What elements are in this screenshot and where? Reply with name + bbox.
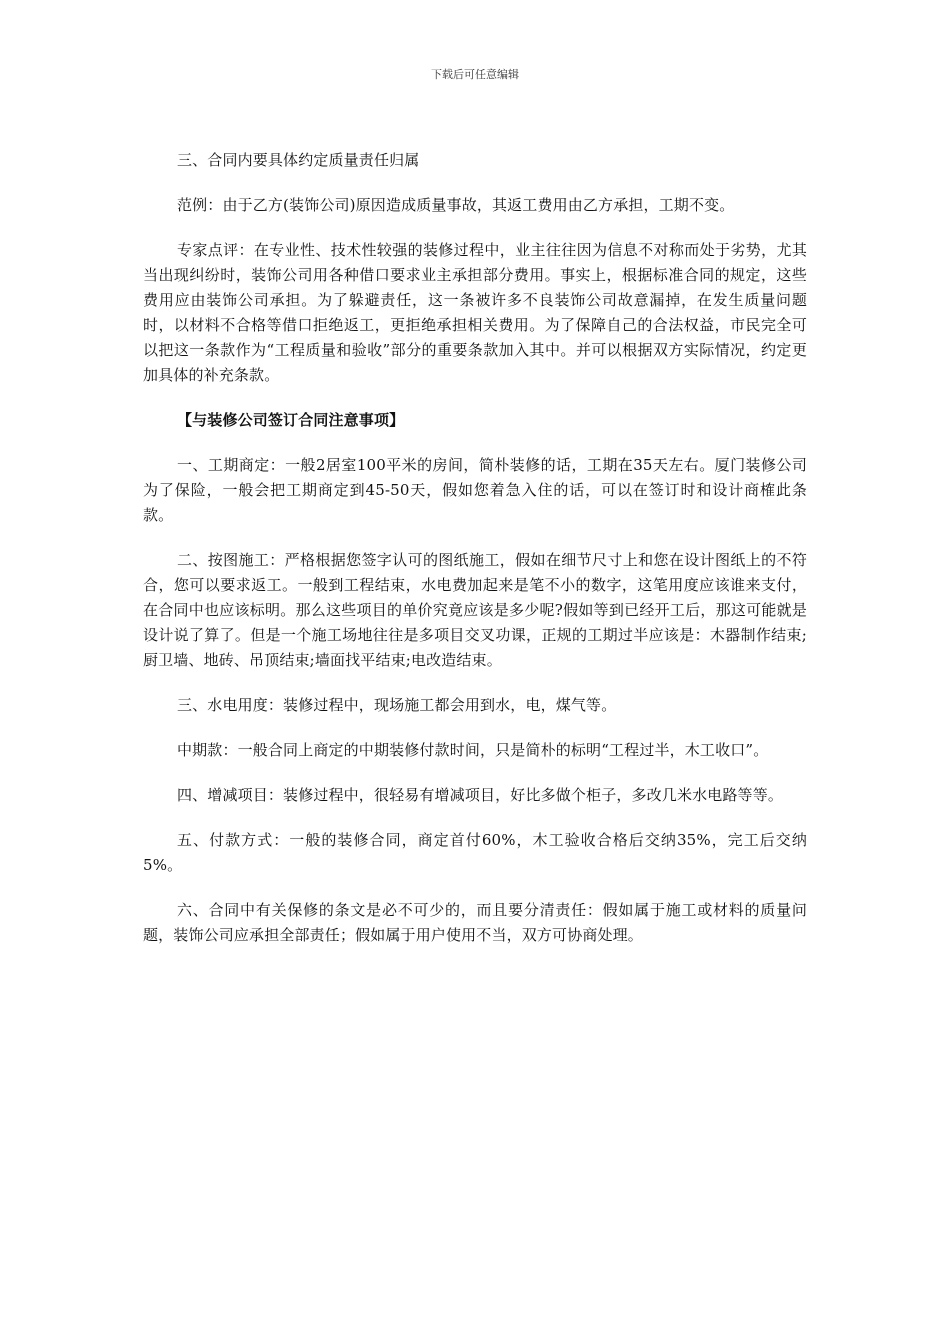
document-body: [143, 148, 807, 948]
section-heading-quality-responsibility: 三、合同内要具体约定质量责任归属: [177, 151, 420, 169]
utilities-paragraph: 三、水电用度：装修过程中，现场施工都会用到水，电，煤气等。: [177, 696, 617, 714]
page-header: 下载后可任意编辑: [431, 68, 519, 81]
mid-payment-paragraph: 中期款：一般合同上商定的中期装修付款时间，只是简朴的标明“工程过半，木工收口”。: [177, 741, 769, 759]
example-paragraph: 范例：由于乙方(装饰公司)原因造成质量事故，其返工费用由乙方承担，工期不变。: [177, 196, 735, 214]
drawing-construction-paragraph: 二、按图施工：严格根据您签字认可的图纸施工，假如在细节尺寸上和您在设计图纸上的不符合，您可以要求返工。一般到工程结束，水电费加起来是笔不小的数字，这笔用度应该谁来支付，在合同中也应该标明。那么这些项目的单价究竟应该是多少呢?假如等到已经开工后，那这可能就是设计说了算了。但是一个施工场地往往是多项目交叉功课，正规的工期过半应该是：木器制作结束;厨卫墙、地砖、吊顶结束;墙面找平结束;电改造结束。: [143, 551, 807, 669]
expert-comment-paragraph: 专家点评：在专业性、技术性较强的装修过程中，业主往往因为信息不对称而处于劣势，尤其当出现纠纷时，装饰公司用各种借口要求业主承担部分费用。事实上，根据标准合同的规定，这些费用应由装饰公司承担。为了躲避责任，这一条被许多不良装饰公司故意漏掉，在发生质量问题时，以材料不合格等借口拒绝返工，更拒绝承担相关费用。为了保障自己的合法权益，市民完全可以把这一条款作为“工程质量和验收”部分的重要条款加入其中。并可以根据双方实际情况，约定更加具体的补充条款。: [143, 241, 807, 384]
payment-method-paragraph: 五、付款方式：一般的装修合同，商定首付60%，木工验收合格后交纳35%，完工后交纳5%。: [143, 831, 807, 874]
warranty-paragraph: 六、合同中有关保修的条文是必不可少的，而且要分清责任：假如属于施工或材料的质量问题，装饰公司应承担全部责任；假如属于用户使用不当，双方可协商处理。: [143, 901, 807, 944]
contract-notes-heading: 【与装修公司签订合同注意事项】: [177, 411, 405, 429]
additional-items-paragraph: 四、增减项目：装修过程中，很轻易有增减项目，好比多做个柜子，多改几米水电路等等。: [177, 786, 784, 804]
schedule-paragraph: 一、工期商定：一般2居室100平米的房间，简朴装修的话，工期在35天左右。厦门装修公司为了保险，一般会把工期商定到45-50天，假如您着急入住的话，可以在签订时和设计商榷此条款。: [143, 456, 807, 524]
